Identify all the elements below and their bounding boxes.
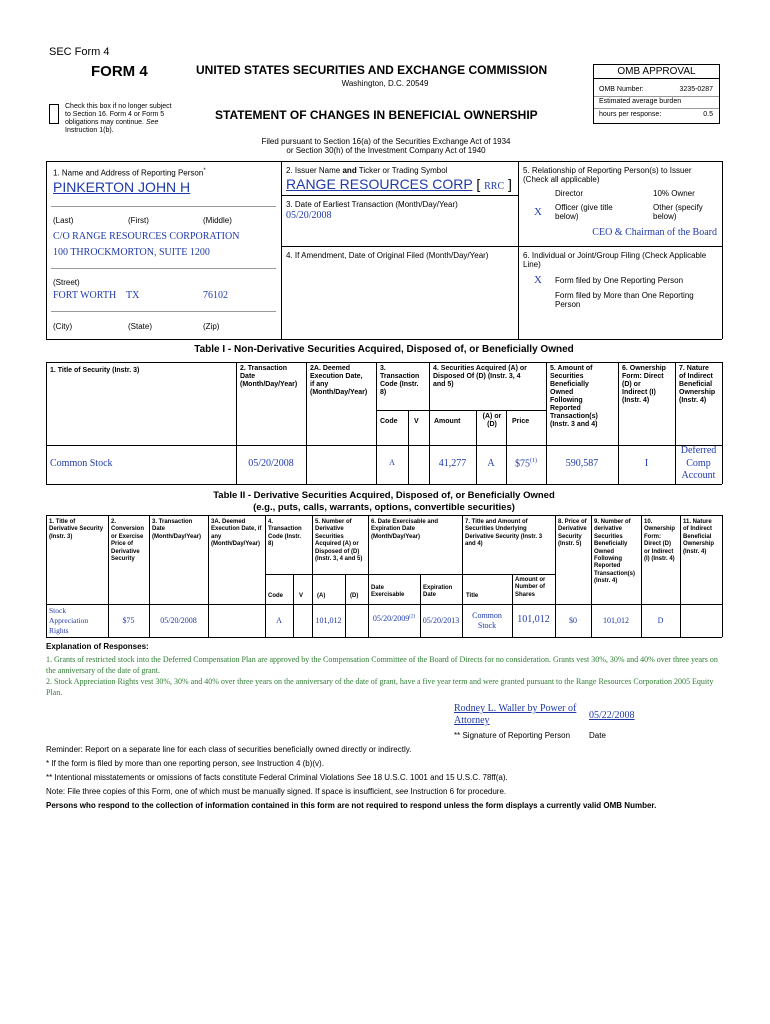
- t2-ownership-form: D: [657, 616, 664, 625]
- officer-title: CEO & Chairman of the Board: [592, 227, 717, 238]
- issuer-name[interactable]: RANGE RESOURCES CORP [ RRC ]: [286, 176, 512, 192]
- hours-value: 0.5: [703, 111, 713, 118]
- t2-sub-v: V: [299, 593, 304, 599]
- address-line-1: C/O RANGE RESOURCES CORPORATION: [53, 231, 240, 242]
- ten-percent-owner-option: 10% Owner: [653, 189, 695, 198]
- t2-underlying-amount: 101,012: [517, 614, 550, 625]
- signature-name: Rodney L. Waller by Power of Attorney: [454, 703, 577, 726]
- t1-transaction-code: A: [389, 458, 395, 467]
- box3-label: 3. Date of Earliest Transaction (Month/Day/Year): [286, 200, 458, 209]
- t1-header-code: 3. Transaction Code (Instr. 8): [380, 365, 420, 396]
- earliest-transaction-date: 05/20/2008: [286, 210, 332, 221]
- street-label: (Street): [53, 278, 80, 287]
- footnote-misstatements: ** Intentional misstatements or omissions of facts constitute Federal Criminal Violations See 18 U.S.C. 1001 and 15 U.S.C. 78ff(a).: [46, 773, 508, 782]
- date-label: Date: [589, 731, 606, 740]
- officer-check-mark: X: [534, 206, 542, 218]
- t1-header-title: 1. Title of Security (Instr. 3): [50, 367, 140, 374]
- t2-date-exercisable: 05/20/2009$^{(2)}$: [372, 614, 416, 623]
- t2-transaction-code: A: [276, 616, 282, 625]
- t1-header-amount-owned: 5. Amount of Securities Beneficially Owned Following Reported Transaction(s) (Instr. 3 and 4): [550, 365, 598, 428]
- t1-header-date: 2. Transaction Date (Month/Day/Year): [240, 365, 298, 388]
- t2-header-conversion: 2. Conversion or Exercise Price of Derivative Security: [111, 519, 145, 563]
- t2-sub-d: (D): [350, 593, 359, 599]
- box2-label: 2. Issuer Name and Ticker or Trading Symbol: [286, 166, 448, 175]
- omb-title: OMB APPROVAL: [594, 65, 719, 79]
- t2-header-deemed-date: 3A. Deemed Execution Date, if any (Month/Day/Year): [211, 519, 262, 548]
- t2-header-number: 5. Number of Derivative Securities Acquired (A) or Disposed of (D) (Instr. 3, 4 and 5): [315, 519, 363, 563]
- table2-title: Table II - Derivative Securities Acquired, Disposed of, or Beneficially Owned (e.g., puts, calls, warrants, options, convertible securities): [213, 490, 555, 513]
- omb-notice: Persons who respond to the collection of information contained in this form are not required to respond unless the form displays a currently valid OMB Number.: [46, 801, 657, 810]
- state-label: (State): [128, 322, 153, 331]
- sec-form-label: SEC Form 4: [49, 46, 110, 58]
- table1-title: Table I - Non-Derivative Securities Acquired, Disposed of, or Beneficially Owned: [194, 344, 574, 355]
- t2-header-exercisable: 6. Date Exercisable and Expiration Date (Month/Day/Year): [371, 519, 439, 540]
- signature-label: ** Signature of Reporting Person: [454, 731, 571, 740]
- t2-sub-title: Title: [466, 593, 479, 599]
- t2-header-title: 1. Title of Derivative Security (Instr. 3): [49, 519, 104, 540]
- commission-location: Washington, D.C. 20549: [341, 79, 429, 88]
- t2-header-owned: 9. Number of derivative Securities Beneficially Owned Following Reported Transaction(s) (Instr. 4): [594, 519, 636, 585]
- other-option: Other (specify below): [653, 203, 703, 221]
- first-label: (First): [128, 216, 149, 225]
- t2-conversion-price: $75: [122, 616, 135, 625]
- t2-expiration-date: 05/20/2013: [422, 616, 460, 625]
- form-title: FORM 4: [91, 63, 148, 80]
- zip-label: (Zip): [203, 322, 220, 331]
- state-value: TX: [126, 290, 140, 301]
- t1-transaction-date: 05/20/2008: [248, 458, 294, 469]
- city-value: FORT WORTH: [53, 290, 117, 301]
- t2-header-nature: 11. Nature of Indirect Beneficial Ownership (Instr. 4): [683, 519, 715, 555]
- footnote-multiple-persons: * If the form is filed by more than one reporting person, see Instruction 4 (b)(v).: [46, 759, 324, 768]
- t1-amount-owned: 590,587: [565, 458, 599, 469]
- explanation-heading: Explanation of Responses:: [46, 642, 149, 651]
- t2-header-date: 3. Transaction Date (Month/Day/Year): [152, 519, 202, 540]
- t1-nature: Deferred Comp Account: [680, 445, 717, 481]
- t1-acquired-disposed: A: [487, 458, 495, 469]
- t1-header-securities: 4. Securities Acquired (A) or Disposed Of (D) (Instr. 3, 4 and 5): [433, 365, 527, 388]
- t1-sub-ad: (A) or (D): [482, 413, 502, 428]
- t1-header-nature: 7. Nature of Indirect Beneficial Ownership (Instr. 4): [679, 365, 716, 404]
- t2-sub-code: Code: [268, 593, 283, 599]
- t1-header-deemed-date: 2A. Deemed Execution Date, if any (Month/Day/Year): [310, 365, 368, 396]
- t2-sub-amount: Amount or Number of Shares: [515, 577, 546, 598]
- explanation-1: 1. Grants of restricted stock into the Deferred Compensation Plan are approved by the Compensation Committee of the Board of Directs for no consideration. Grants vest 30%, 30% and 40% over three years on the anniversary of the date of grant.: [46, 655, 718, 675]
- t2-header-code: 4. Transaction Code (Instr. 8): [268, 519, 302, 548]
- box1-label: 1. Name and Address of Reporting Person*: [53, 168, 206, 178]
- filed-pursuant-text: Filed pursuant to Section 16(a) of the Securities Exchange Act of 1934 or Section 30(h) of the Investment Company Act of 1940: [261, 137, 511, 155]
- t2-transaction-date: 05/20/2008: [160, 616, 197, 625]
- t2-header-ownership-form: 10. Ownership Form: Direct (D) or Indirect (I) (Instr. 4): [644, 519, 676, 563]
- t1-sub-amount: Amount: [434, 418, 461, 425]
- signature-date: 05/22/2008: [589, 710, 635, 721]
- box6-label: 6. Individual or Joint/Group Filing (Check Applicable Line): [523, 251, 707, 269]
- t1-price: $75$^{(1)}$: [515, 458, 537, 470]
- statement-title: STATEMENT OF CHANGES IN BENEFICIAL OWNERSHIP: [215, 108, 538, 122]
- t2-header-underlying: 7. Title and Amount of Securities Underlying Derivative Security (Instr. 3 and 4): [465, 519, 543, 548]
- last-label: (Last): [53, 216, 74, 225]
- checkbox-instruction-text: Check this box if no longer subject to Section 16. Form 4 or Form 5 obligations may continue. See Instruction 1(b).: [65, 103, 172, 134]
- footnote-copies: Note: File three copies of this Form, one of which must be manually signed. If space is insufficient, see Instruction 6 for procedure.: [46, 787, 507, 796]
- hours-label: hours per response:: [599, 111, 662, 118]
- t2-sub-exercisable: Date Exercisable: [371, 585, 405, 599]
- reporting-person-name[interactable]: PINKERTON JOHN H: [53, 179, 191, 195]
- t1-amount: 41,277: [438, 458, 467, 469]
- t1-sub-code: Code: [380, 418, 398, 425]
- reminder-text: Reminder: Report on a separate line for each class of securities beneficially owned directly or indirectly.: [46, 745, 412, 754]
- no-longer-subject-checkbox[interactable]: [49, 104, 59, 124]
- more-reporting-persons-option: Form filed by More than One Reporting Person: [555, 291, 694, 309]
- city-label: (City): [53, 322, 73, 331]
- t2-header-price: 8. Price of Derivative Security (Instr. 5): [558, 519, 587, 548]
- t2-derivative-price: $0: [569, 616, 577, 625]
- t1-header-ownership-form: 6. Ownership Form: Direct (D) or Indirect (I) (Instr. 4): [622, 365, 666, 404]
- individual-filing-mark: X: [534, 274, 542, 286]
- t1-ownership-form: I: [644, 458, 649, 469]
- zip-value: 76102: [203, 290, 228, 301]
- box5-label: 5. Relationship of Reporting Person(s) to Issuer (Check all applicable): [523, 166, 692, 184]
- box4-label: 4. If Amendment, Date of Original Filed (Month/Day/Year): [286, 251, 489, 260]
- t1-sub-price: Price: [512, 418, 530, 425]
- estimated-burden-label: Estimated average burden: [599, 98, 682, 105]
- one-reporting-person-option: Form filed by One Reporting Person: [555, 276, 684, 285]
- t2-number-acquired: 101,012: [315, 616, 342, 625]
- t2-underlying-title: Common Stock: [472, 611, 502, 630]
- director-option: Director: [555, 189, 584, 198]
- omb-approval-box: [593, 64, 720, 124]
- t1-security-title: Common Stock: [50, 458, 113, 469]
- officer-option: Officer (give title below): [555, 203, 613, 221]
- omb-number: 3235-0287: [679, 86, 713, 93]
- t2-amount-owned: 101,012: [603, 616, 629, 625]
- middle-label: (Middle): [203, 216, 232, 225]
- t1-sub-v: V: [414, 418, 419, 425]
- address-line-2: 100 THROCKMORTON, SUITE 1200: [53, 247, 210, 258]
- explanation-2: 2. Stock Appreciation Rights vest 30%, 30% and 40% over three years on the anniversary of the date of grant, have a five year term and were granted pursuant to the Range Resources Corporation 2005 Equity Plan.: [46, 677, 714, 697]
- t2-security-title: Stock Appreciation Rights: [49, 606, 89, 635]
- t2-sub-a: (A): [317, 593, 326, 599]
- omb-number-label: OMB Number:: [599, 86, 644, 93]
- t2-sub-expiration: Expiration Date: [423, 585, 453, 599]
- commission-title: UNITED STATES SECURITIES AND EXCHANGE COMMISSION: [196, 63, 548, 77]
